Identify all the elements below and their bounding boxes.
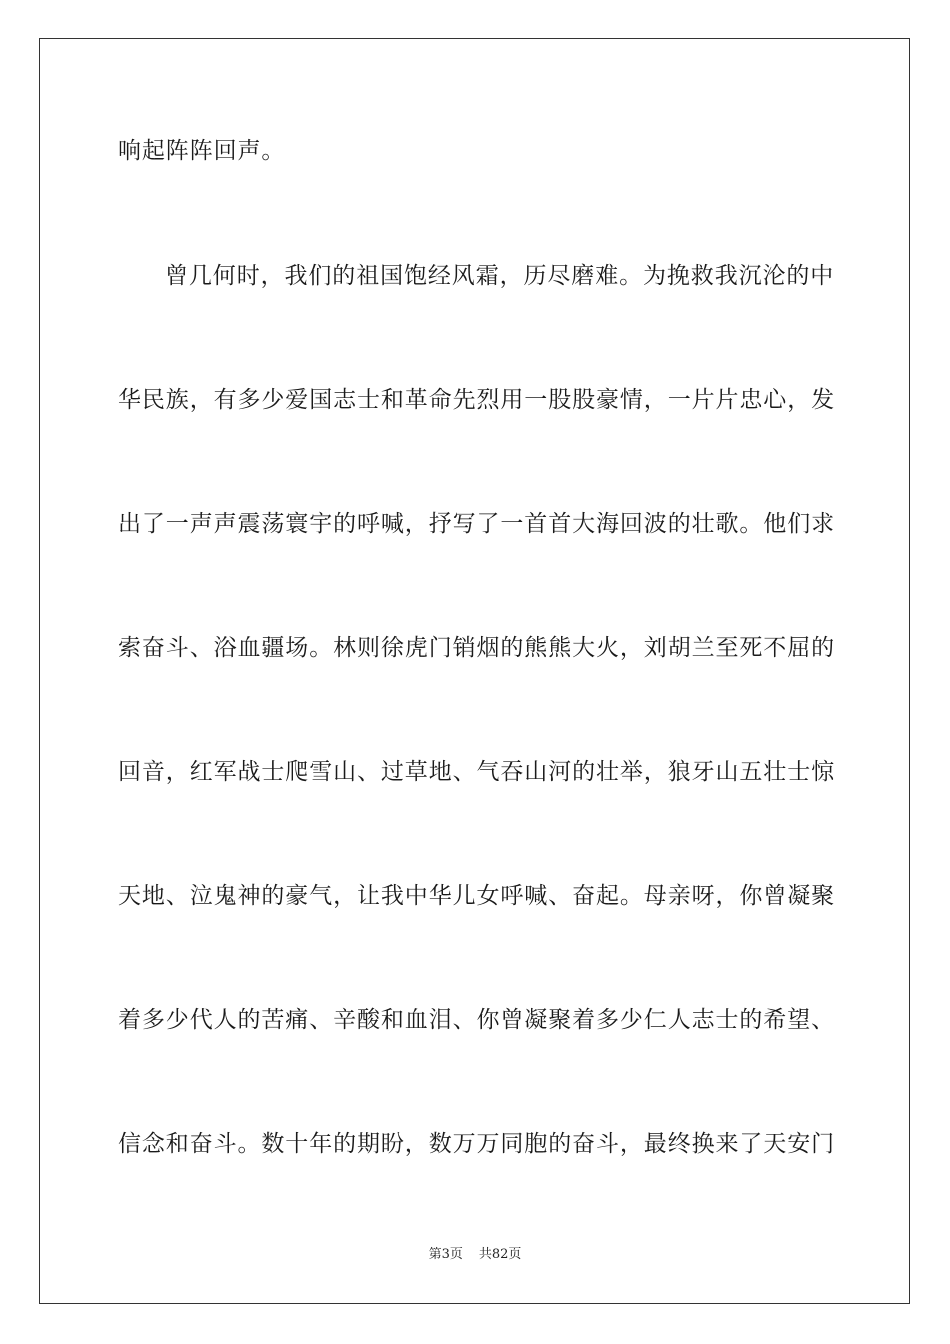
paragraph-line: 回音，红军战士爬雪山、过草地、气吞山河的壮举，狼牙山五壮士惊 [118, 759, 835, 785]
paragraph-line: 曾几何时，我们的祖国饱经风霜，历尽磨难。为挽救我沉沦的中 [165, 263, 835, 289]
paragraph-line: 出了一声声震荡寰宇的呼喊，抒写了一首首大海回波的壮歌。他们求 [118, 511, 835, 537]
total-pages: 共82页 [478, 1247, 522, 1262]
page-border [39, 38, 910, 1304]
paragraph-line: 华民族，有多少爱国志士和革命先烈用一股股豪情，一片片忠心，发 [118, 387, 835, 413]
paragraph-line: 响起阵阵回声。 [118, 138, 286, 164]
page-footer [0, 1246, 950, 1264]
paragraph-line: 索奋斗、浴血疆场。林则徐虎门销烟的熊熊大火，刘胡兰至死不屈的 [118, 635, 835, 661]
paragraph-line: 天地、泣鬼神的豪气，让我中华儿女呼喊、奋起。母亲呀，你曾凝聚 [118, 883, 835, 909]
paragraph-line: 着多少代人的苦痛、辛酸和血泪、你曾凝聚着多少仁人志士的希望、 [118, 1007, 835, 1033]
page-number: 第3页 [428, 1247, 463, 1262]
paragraph-line: 信念和奋斗。数十年的期盼，数万万同胞的奋斗，最终换来了天安门 [118, 1131, 835, 1157]
